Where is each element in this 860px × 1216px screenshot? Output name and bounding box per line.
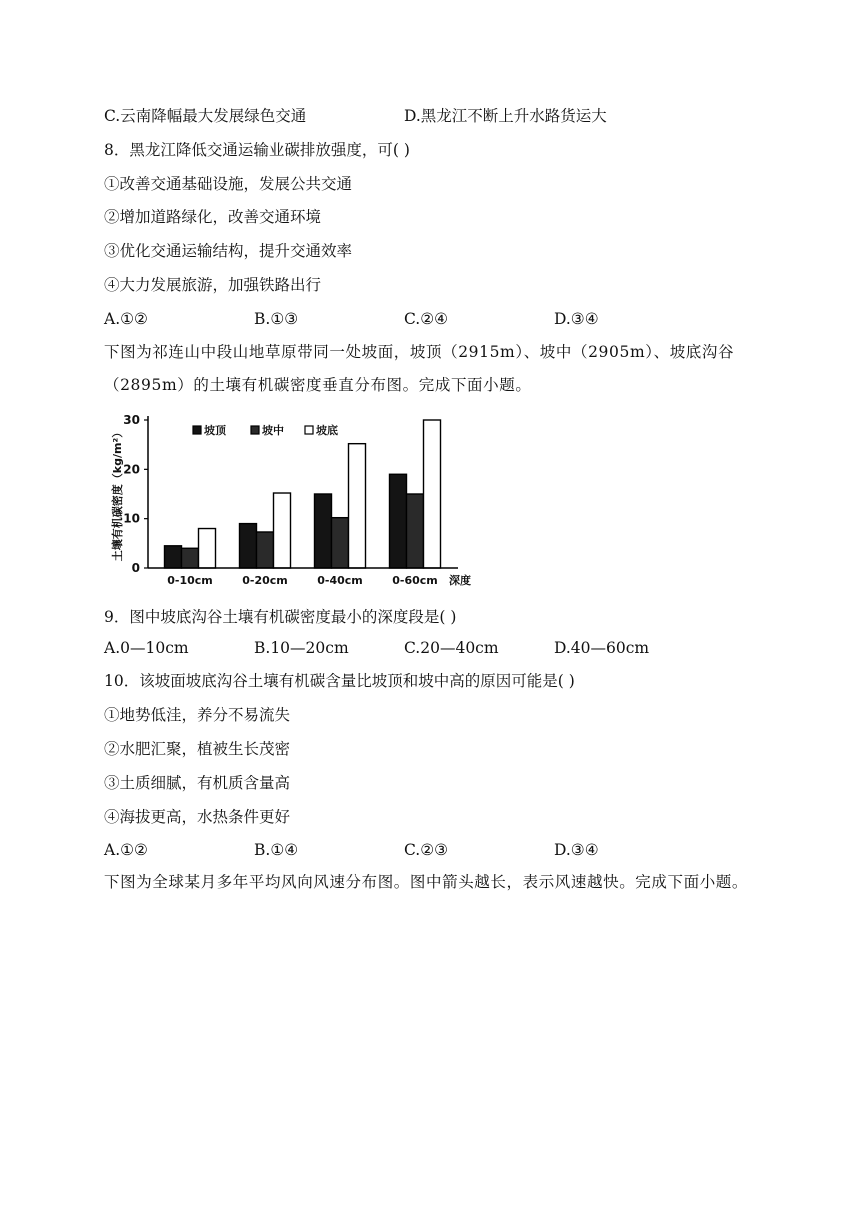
legend-swatch-3 [305,426,313,434]
x-axis [148,568,471,587]
legend-label-1: 坡顶 [204,424,226,437]
q8-item-2: ②增加道路绿化，改善交通环境 [104,208,322,226]
bar-3-3 [349,444,366,568]
q8-item-4: ④大力发展旅游，加强铁路出行 [104,276,322,294]
x-axis-label: 深度 [449,574,471,587]
q9-option-a: A.0—10cm [104,639,189,657]
bar-3-2 [274,493,291,568]
q8-item-1: ①改善交通基础设施，发展公共交通 [104,175,353,193]
chart-bars [165,420,441,568]
y-axis-label: 土壤有机碳密度（kg/m²） [111,426,124,562]
y-tick-label: 0 [131,561,140,575]
bar-1-2 [240,524,257,568]
y-tick-label: 30 [123,413,140,427]
intro-paragraph-1: 下图为祁连山中段山地草原带同一处坡面，坡顶（2915m）、坡中（2905m）、坡底沟谷（2895m）的土壤有机碳密度垂直分布图。完成下面小题。 [104,343,735,394]
option-c: C.云南降幅最大发展绿色交通 [104,107,307,125]
chart-legend [193,423,338,437]
soil-carbon-bar-chart [108,410,480,590]
q10-item-2: ②水肥汇聚，植被生长茂密 [104,740,291,758]
y-tick-label: 20 [123,462,140,477]
bar-2-4 [407,494,424,568]
q9-option-b: B.10—20cm [254,639,349,657]
bar-1-1 [165,546,182,568]
legend-swatch-2 [251,426,259,434]
x-tick-label: 0-40cm [317,574,363,587]
question-9-stem: 9．图中坡底沟谷土壤有机碳密度最小的深度段是( ) [104,608,457,626]
bar-2-1 [182,548,199,568]
x-tick-label: 0-60cm [392,574,438,587]
legend-label-3: 坡底 [316,424,338,437]
q10-option-d: D.③④ [554,841,599,859]
q8-option-a: A.①② [104,310,148,328]
q9-option-d: D.40—60cm [554,639,650,657]
x-tick-label: 0-10cm [167,574,213,587]
legend-label-2: 坡中 [262,424,284,437]
q8-option-d: D.③④ [554,310,599,328]
q10-item-4: ④海拔更高，水热条件更好 [104,808,291,826]
legend-swatch-1 [193,426,201,434]
q10-option-b: B.①④ [254,841,299,859]
bar-1-3 [315,494,332,568]
intro-paragraph-2: 下图为全球某月多年平均风向风速分布图。图中箭头越长，表示风速越快。完成下面小题。 [104,873,749,891]
q10-item-1: ①地势低洼，养分不易流失 [104,706,291,724]
q8-option-c: C.②④ [404,310,449,328]
bar-3-4 [424,420,441,568]
y-tick-label: 10 [123,511,140,526]
bar-2-3 [332,518,349,568]
x-tick-label: 0-20cm [242,574,288,587]
q10-item-3: ③土质细腻，有机质含量高 [104,774,291,792]
option-d: D.黑龙江不断上升水路货运大 [404,107,607,125]
q9-option-c: C.20—40cm [404,639,499,657]
q8-item-3: ③优化交通运输结构，提升交通效率 [104,242,353,260]
bar-3-1 [199,529,216,568]
q10-option-c: C.②③ [404,841,449,859]
question-8-stem: 8．黑龙江降低交通运输业碳排放强度，可( ) [104,141,410,159]
bar-1-4 [390,474,407,568]
y-axis [110,413,148,575]
question-10-stem: 10．该坡面坡底沟谷土壤有机碳含量比坡顶和坡中高的原因可能是( ) [104,672,575,690]
q8-option-b: B.①③ [254,310,299,328]
q10-option-a: A.①② [104,841,148,859]
bar-2-2 [257,532,274,568]
